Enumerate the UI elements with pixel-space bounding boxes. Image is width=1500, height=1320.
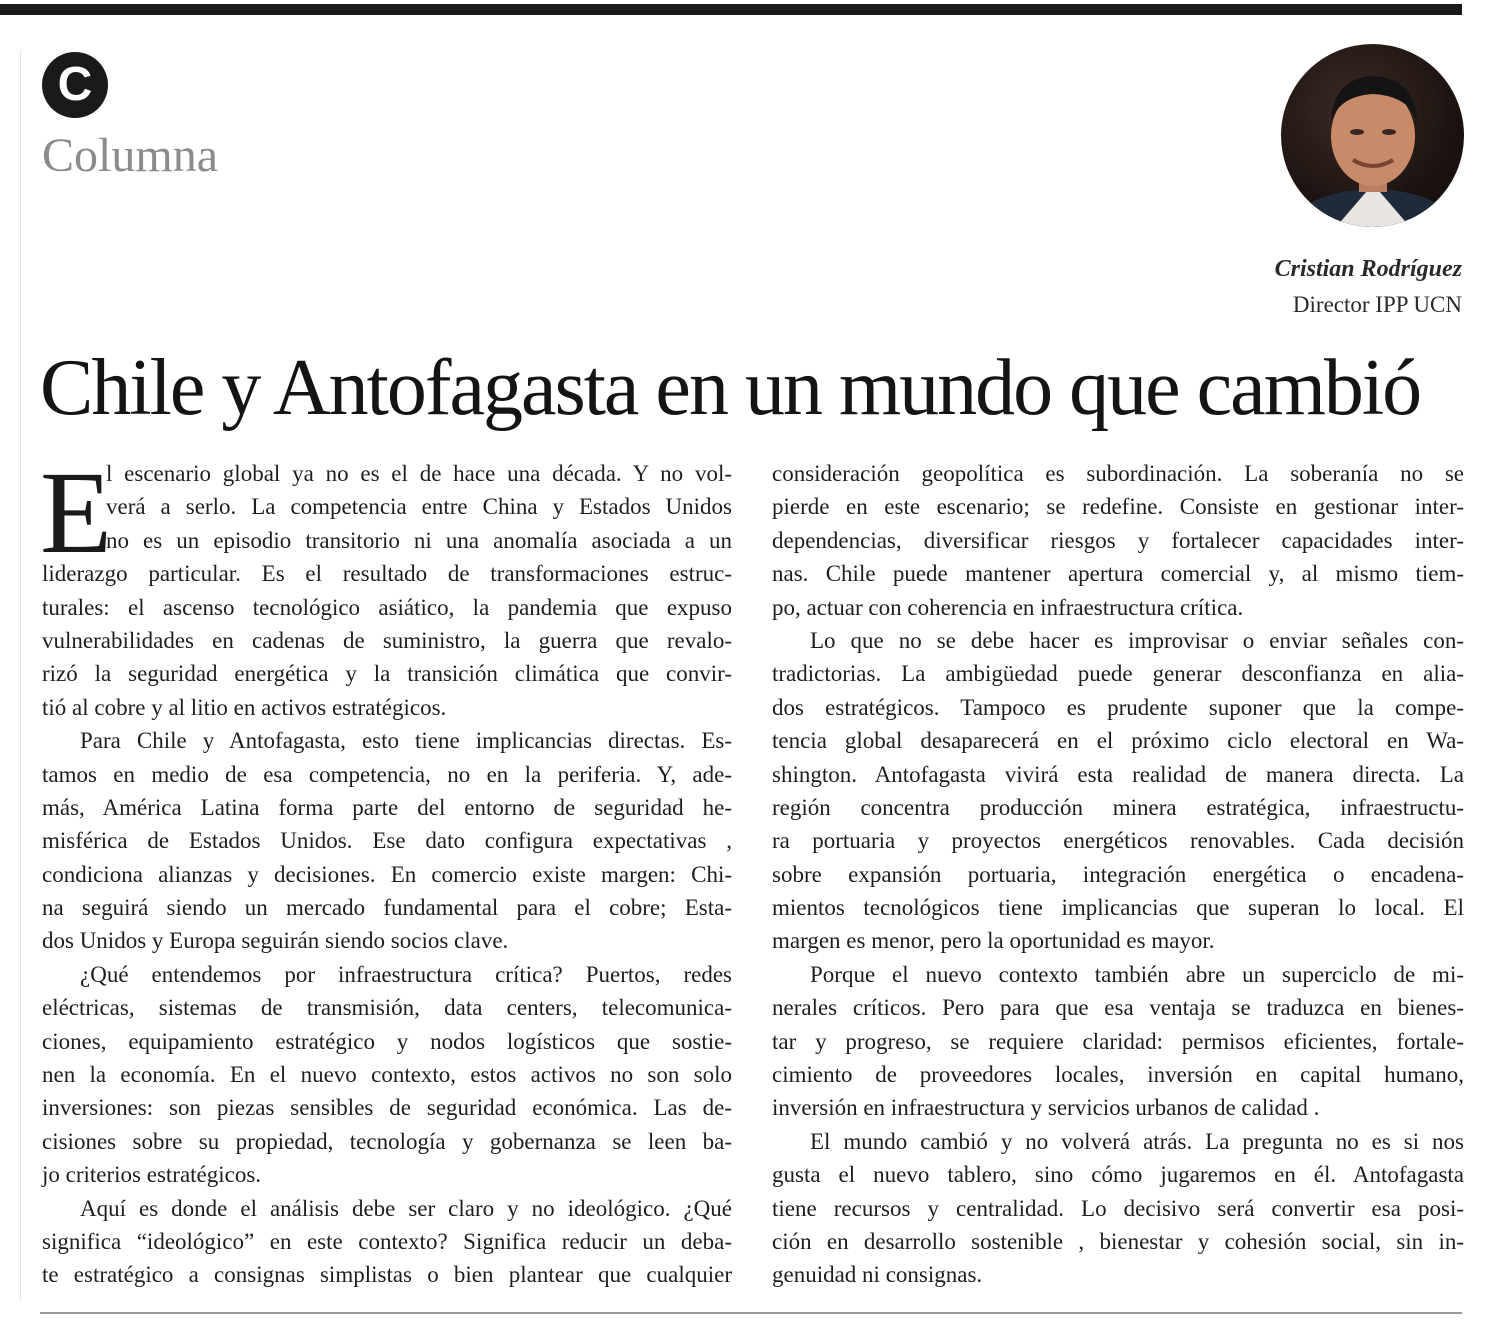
text-line: inversión en infraestructura y servicios urbanos de calidad . (772, 1095, 1320, 1121)
text-line: tió al cobre y al litio en activos estratégicos. (42, 694, 447, 720)
bottom-rule (40, 1312, 1462, 1314)
text-line: tamos en medio de esa competencia, no en la periferia. Y, ade- (42, 761, 732, 787)
text-line: gusta el nuevo tablero, sino cómo jugaremos en él. Antofagasta (772, 1162, 1464, 1188)
text-line: inversiones: son piezas sensibles de seguridad económica. Las de- (42, 1095, 732, 1121)
text-line: nas. Chile puede mantener apertura comercial y, al mismo tiem- (772, 561, 1464, 587)
text-line: condiciona alianzas y decisiones. En comercio existe margen: Chi- (42, 861, 732, 887)
text-line: na seguirá siendo un mercado fundamental para el cobre; Esta- (42, 895, 732, 921)
article-column-left (40, 447, 732, 1292)
text-line: jo criterios estratégicos. (42, 1162, 262, 1188)
text-line: margen es menor, pero la oportunidad es mayor. (772, 928, 1215, 954)
text-line: Aquí es donde el análisis debe ser claro y no ideológico. ¿Qué (80, 1195, 732, 1221)
text-line: ciones, equipamiento estratégico y nodos logísticos que sostie- (42, 1028, 732, 1054)
text-line: turales: el ascenso tecnológico asiático, la pandemia que expuso (42, 594, 732, 620)
text-line: tar y progreso, se requiere claridad: permisos eficientes, fortale- (772, 1028, 1464, 1054)
text-line: ra portuaria y proyectos energéticos renovables. Cada decisión (772, 828, 1464, 854)
headline: Chile y Antofagasta en un mundo que cambió (40, 344, 1421, 432)
author-role: Director IPP UCN (1292, 292, 1462, 317)
text-line: mientos tecnológicos tiene implicancias que superan lo local. El (772, 895, 1464, 921)
text-line: Lo que no se debe hacer es improvisar o enviar señales con- (810, 627, 1464, 653)
text-line: po, actuar con coherencia en infraestructura crítica. (772, 594, 1244, 620)
text-line: vulnerabilidades en cadenas de suministro, la guerra que revalo- (42, 627, 732, 653)
text-line: cisiones sobre su propiedad, tecnología y gobernanza se leen ba- (42, 1128, 732, 1154)
text-line: Para Chile y Antofagasta, esto tiene implicancias directas. Es- (80, 728, 732, 754)
text-line: región concentra producción minera estratégica, infraestructu- (772, 794, 1464, 820)
text-line: te estratégico a consignas simplistas o bien plantear que cualquier (42, 1262, 732, 1288)
drop-cap: E (40, 447, 113, 578)
page-gutter-divider (20, 50, 21, 1300)
text-line: verá a serlo. La competencia entre China y Estados Unidos (106, 494, 732, 520)
text-line: pierde en este escenario; se redefine. Consiste en gestionar inter- (772, 494, 1464, 520)
text-line: Porque el nuevo contexto también abre un superciclo de mi- (810, 961, 1464, 987)
author-photo (1281, 44, 1464, 227)
text-line: liderazgo particular. Es el resultado de transformaciones estruc- (42, 561, 732, 587)
text-line: El mundo cambió y no volverá atrás. La pregunta no es si nos (810, 1128, 1464, 1154)
text-line: eléctricas, sistemas de transmisión, data centers, telecomunica- (42, 995, 732, 1021)
article-column-right (772, 457, 1464, 1292)
text-line: shington. Antofagasta vivirá esta realidad de manera directa. La (772, 761, 1464, 787)
text-line: dos Unidos y Europa seguirán siendo socios clave. (42, 928, 509, 954)
text-line: dependencias, diversificar riesgos y fortalecer capacidades inter- (772, 527, 1464, 553)
top-rule (0, 4, 1462, 15)
text-line: significa “ideológico” en este contexto? Significa reducir un deba- (42, 1228, 732, 1254)
text-line: no es un episodio transitorio ni una anomalía asociada a un (106, 527, 732, 553)
text-line: tiene recursos y centralidad. Lo decisivo será convertir esa posi- (772, 1195, 1464, 1221)
text-line: dos estratégicos. Tampoco es prudente suponer que la compe- (772, 694, 1464, 720)
text-line: misférica de Estados Unidos. Ese dato configura expectativas , (42, 828, 732, 854)
text-line: ¿Qué entendemos por infraestructura crítica? Puertos, redes (80, 961, 732, 987)
text-line: rizó la seguridad energética y la transición climática que convir- (42, 661, 732, 687)
text-line: tencia global desaparecerá en el próximo ciclo electoral en Wa- (772, 728, 1464, 754)
author-portrait-illustration (1281, 44, 1464, 227)
text-line: sobre expansión portuaria, integración energética o encadena- (772, 861, 1464, 887)
section-label: Columna (42, 129, 218, 182)
section-badge: C (42, 52, 108, 118)
text-line: consideración geopolítica es subordinación. La soberanía no se (772, 461, 1464, 486)
text-line: l escenario global ya no es el de hace una década. Y no vol- (106, 461, 732, 486)
text-line: ción en desarrollo sostenible , bienestar y cohesión social, sin in- (772, 1228, 1464, 1254)
author-name: Cristian Rodríguez (1274, 256, 1462, 282)
text-line: nen la economía. En el nuevo contexto, estos activos no son solo (42, 1062, 732, 1088)
text-line: cimiento de proveedores locales, inversión en capital humano, (772, 1062, 1464, 1088)
text-line: más, América Latina forma parte del entorno de seguridad he- (42, 794, 732, 820)
text-line: nerales críticos. Pero para que esa ventaja se traduzca en bienes- (772, 995, 1464, 1021)
text-line: genuidad ni consignas. (772, 1262, 983, 1288)
text-line: tradictorias. La ambigüedad puede generar desconfianza en alia- (772, 661, 1464, 687)
